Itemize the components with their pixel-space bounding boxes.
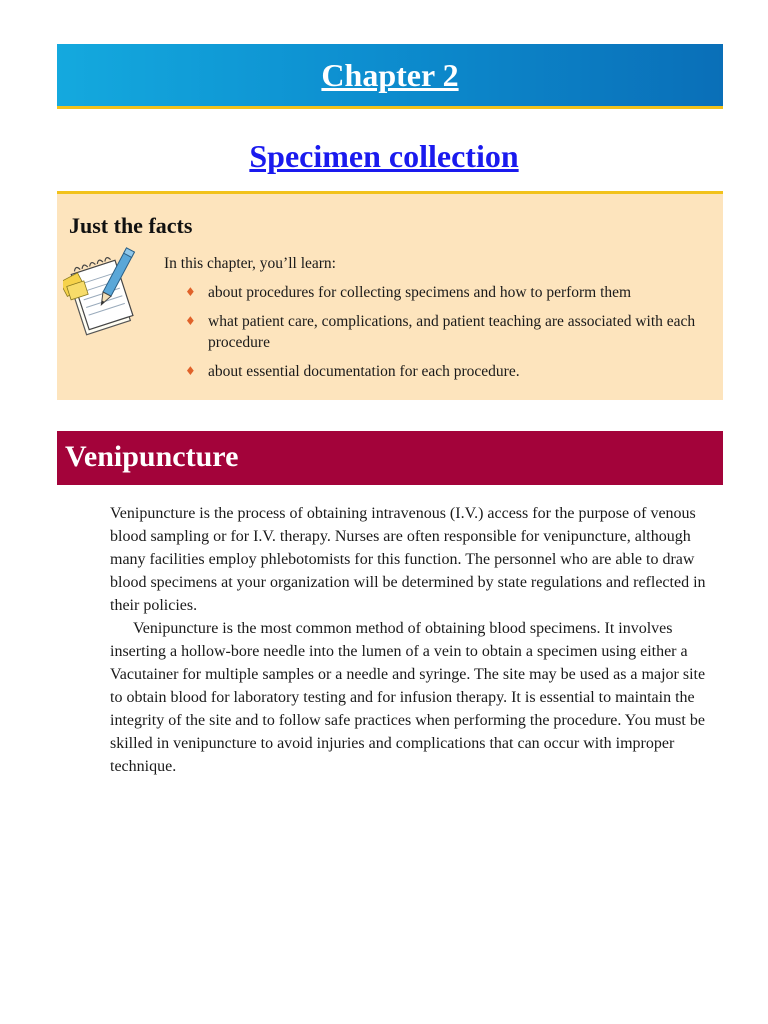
venipuncture-body bbox=[110, 502, 720, 778]
chapter-banner bbox=[57, 44, 723, 109]
list-item-text: about procedures for collecting specimens and how to perform them bbox=[208, 284, 632, 301]
list-item bbox=[185, 282, 705, 303]
notepad-pencil-icon bbox=[63, 246, 145, 342]
diamond-bullet-icon: ♦ bbox=[185, 285, 196, 299]
facts-heading: Just the facts bbox=[69, 213, 193, 238]
diamond-bullet-icon: ♦ bbox=[185, 314, 196, 328]
section-title-link[interactable]: Specimen collection bbox=[249, 138, 519, 174]
chapter-title-link[interactable]: Chapter 2 bbox=[321, 57, 459, 93]
body-paragraph: Venipuncture is the most common method of obtaining blood specimens. It involves inserting a hollow-bore needle into the lumen of a vein to obtain a specimen using either a Vacutainer for multiple samples or a needle and syringe. The site may be used as a major site to obtain blood for laboratory testing and for infusion therapy. It is essential to maintain the integrity of the site and to follow safe practices when performing the procedure. You must be skilled in venipuncture to avoid injuries and complications that can occur with improper technique. bbox=[110, 620, 706, 775]
section-title bbox=[0, 138, 768, 175]
venipuncture-heading: Venipuncture bbox=[65, 440, 239, 473]
facts-intro: In this chapter, you’ll learn: bbox=[164, 255, 336, 272]
list-item bbox=[185, 311, 705, 353]
diamond-bullet-icon: ♦ bbox=[185, 364, 196, 378]
body-paragraph: Venipuncture is the process of obtaining intravenous (I.V.) access for the purpose of venous blood sampling or for I.V. therapy. Nurses are often responsible for venipuncture, although many facilities employ phlebotomists for this function. The personnel who are able to draw blood specimens at your organization will be determined by state regulations and reflected in their policies. bbox=[110, 505, 706, 614]
list-item bbox=[185, 361, 705, 382]
list-item-text: what patient care, complications, and patient teaching are associated with each procedure bbox=[208, 313, 696, 351]
facts-list bbox=[185, 282, 705, 390]
list-item-text: about essential documentation for each procedure. bbox=[208, 363, 520, 380]
just-the-facts-box bbox=[57, 191, 723, 400]
venipuncture-banner bbox=[57, 431, 723, 485]
